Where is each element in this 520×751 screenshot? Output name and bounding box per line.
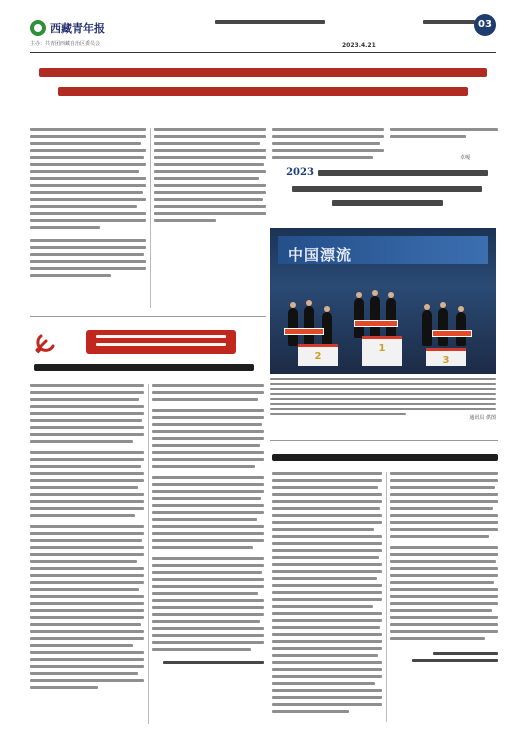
party-emblem-icon xyxy=(32,330,58,356)
party-article-column-2 xyxy=(152,384,264,668)
photo-caption xyxy=(270,378,496,421)
section-divider xyxy=(30,316,266,317)
main-article-column-3 xyxy=(272,128,384,163)
main-article-column-1 xyxy=(30,128,146,281)
column-divider xyxy=(148,384,149,724)
page-number-badge: 03 xyxy=(474,14,496,36)
column-divider xyxy=(150,128,151,308)
main-article-column-2 xyxy=(154,128,266,226)
header-section-title xyxy=(215,20,325,30)
party-article-column-1 xyxy=(30,384,144,693)
lower-article-column-1 xyxy=(272,472,382,717)
section-divider xyxy=(270,440,498,441)
logo-emblem-icon xyxy=(30,20,46,36)
header-column-name xyxy=(423,20,475,30)
logo-title: 西藏青年报 xyxy=(50,22,105,35)
party-section-tag xyxy=(86,330,236,354)
newspaper-logo xyxy=(30,18,160,48)
masthead xyxy=(30,14,496,54)
issue-date: 2023.4.21 xyxy=(342,42,376,49)
lower-article-title xyxy=(272,454,498,467)
main-headline xyxy=(30,68,496,106)
photo-article-heading xyxy=(276,167,498,206)
banner-text: 中国漂流 xyxy=(288,246,353,264)
podium-third: 3 xyxy=(426,348,466,366)
column-divider xyxy=(386,472,387,722)
photo-credit: 通讯员 供图 xyxy=(469,415,496,421)
podium-first: 1 xyxy=(362,336,402,366)
main-article-column-4 xyxy=(390,128,498,161)
podium-second: 2 xyxy=(298,344,338,366)
party-article-title xyxy=(34,364,254,377)
lower-article-column-2 xyxy=(390,472,498,666)
logo-subtitle: 主办：共青团西藏自治区委员会 xyxy=(30,41,101,47)
award-ceremony-photo xyxy=(270,228,496,374)
header-rule xyxy=(30,52,496,53)
party-section-header xyxy=(26,326,256,360)
main-article-author: 卓嘎 xyxy=(460,155,471,161)
photo-article-heading-year: 2023 xyxy=(286,167,314,178)
